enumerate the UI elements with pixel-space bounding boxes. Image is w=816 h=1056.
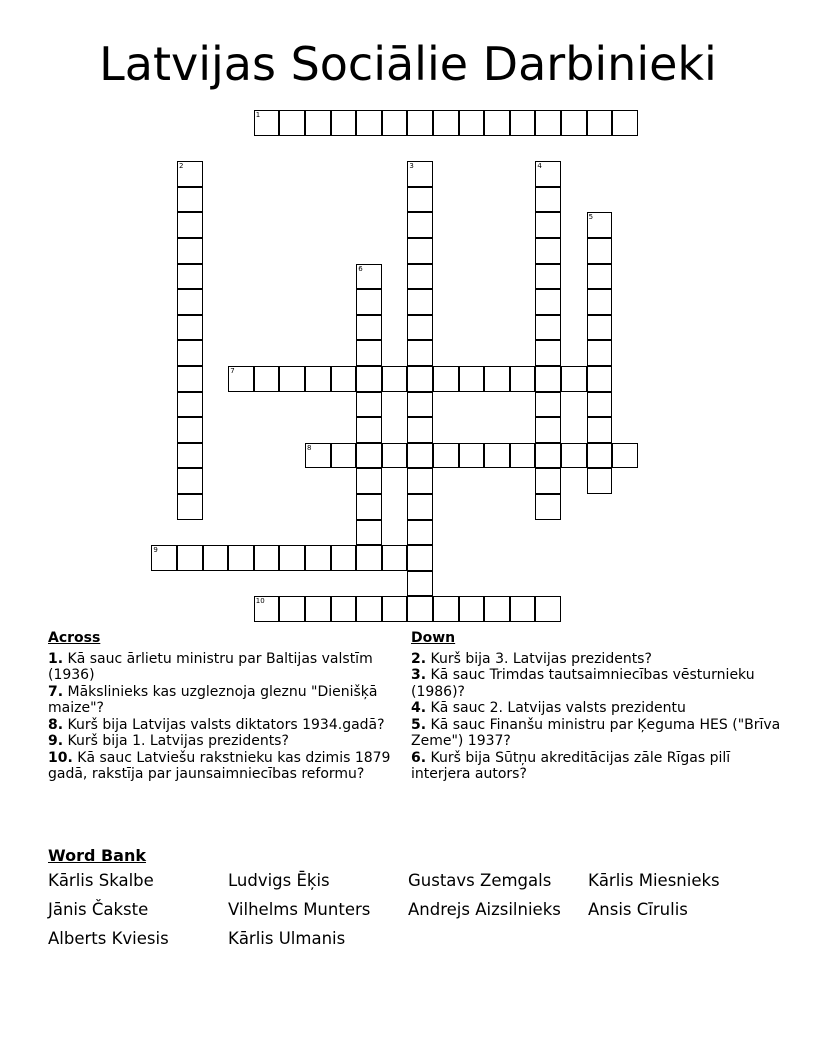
- crossword-cell[interactable]: [177, 417, 203, 443]
- crossword-cell[interactable]: [254, 545, 280, 571]
- crossword-cell[interactable]: [356, 468, 382, 494]
- crossword-cell[interactable]: [587, 468, 613, 494]
- crossword-cell[interactable]: [356, 596, 382, 622]
- clue-number: 5: [588, 213, 594, 222]
- crossword-cell[interactable]: [484, 366, 510, 392]
- crossword-cell[interactable]: [510, 596, 536, 622]
- crossword-cell[interactable]: [151, 545, 177, 571]
- crossword-cell[interactable]: [407, 289, 433, 315]
- crossword-cell[interactable]: [587, 264, 613, 290]
- clue-number: 8: [307, 443, 312, 452]
- crossword-cell[interactable]: [177, 340, 203, 366]
- crossword-cell[interactable]: [331, 545, 357, 571]
- clue-number: 10.: [48, 749, 73, 766]
- crossword-cell[interactable]: [177, 545, 203, 571]
- crossword-cell[interactable]: [356, 340, 382, 366]
- crossword-cell[interactable]: [279, 596, 305, 622]
- crossword-cell[interactable]: [331, 366, 357, 392]
- word-bank-item: Gustavs Zemgals: [408, 871, 552, 890]
- word-bank-item: Kārlis Ulmanis: [228, 929, 346, 948]
- crossword-cell[interactable]: [587, 289, 613, 315]
- word-bank-heading: Word Bank: [48, 846, 147, 865]
- crossword-cell[interactable]: [331, 110, 357, 136]
- across-heading: Across: [48, 630, 101, 646]
- crossword-cell[interactable]: [382, 110, 408, 136]
- crossword-cell[interactable]: [407, 392, 433, 418]
- crossword-cell[interactable]: [535, 264, 561, 290]
- crossword-cell[interactable]: [177, 187, 203, 213]
- clue-number: 4.: [411, 700, 427, 716]
- crossword-cell[interactable]: [535, 596, 561, 622]
- crossword-cell[interactable]: [510, 366, 536, 392]
- crossword-cell[interactable]: [407, 340, 433, 366]
- crossword-cell[interactable]: [177, 264, 203, 290]
- crossword-cell[interactable]: [535, 187, 561, 213]
- down-clue: [411, 700, 791, 717]
- crossword-cell[interactable]: [535, 340, 561, 366]
- crossword-cell[interactable]: [177, 289, 203, 315]
- crossword-cell[interactable]: [535, 238, 561, 264]
- crossword-cell[interactable]: [535, 110, 561, 136]
- down-clue-list: [411, 651, 791, 783]
- crossword-cell[interactable]: [535, 315, 561, 341]
- crossword-cell[interactable]: [382, 545, 408, 571]
- word-bank: [48, 846, 768, 949]
- crossword-cell[interactable]: [305, 366, 331, 392]
- crossword-cell[interactable]: [254, 596, 280, 622]
- crossword-cell[interactable]: [356, 289, 382, 315]
- crossword-cell[interactable]: [484, 443, 510, 469]
- crossword-cell[interactable]: [356, 366, 382, 392]
- crossword-cell[interactable]: [305, 443, 331, 469]
- crossword-cell[interactable]: [407, 161, 433, 187]
- crossword-cell[interactable]: [510, 110, 536, 136]
- across-clue: [48, 717, 398, 734]
- crossword-cell[interactable]: [177, 366, 203, 392]
- crossword-cell[interactable]: [587, 212, 613, 238]
- crossword-cell[interactable]: [587, 340, 613, 366]
- across-clue-list: [48, 651, 398, 783]
- crossword-cell[interactable]: [407, 366, 433, 392]
- crossword-cell[interactable]: [433, 366, 459, 392]
- crossword-cell[interactable]: [459, 596, 485, 622]
- clue-number: 7: [230, 367, 235, 375]
- crossword-cell[interactable]: [382, 596, 408, 622]
- crossword-cell[interactable]: [407, 520, 433, 546]
- word-bank-item: Kārlis Miesnieks: [588, 871, 720, 890]
- clue-text: Kā sauc Trimdas tautsaimniecības vēsturnieku (1986)?: [411, 667, 755, 700]
- crossword-cell[interactable]: [587, 315, 613, 341]
- crossword-cell[interactable]: [535, 417, 561, 443]
- word-bank-item: Vilhelms Munters: [228, 900, 371, 919]
- word-bank-item: Alberts Kviesis: [48, 929, 169, 948]
- crossword-cell[interactable]: [228, 545, 254, 571]
- clue-text: Kurš bija Sūtņu akreditācijas zāle Rīgas pilī interjera autors?: [411, 749, 731, 782]
- crossword-cell[interactable]: [535, 161, 561, 187]
- crossword-cell[interactable]: [484, 596, 510, 622]
- crossword-cell[interactable]: [356, 520, 382, 546]
- crossword-cell[interactable]: [433, 443, 459, 469]
- crossword-cell[interactable]: [587, 392, 613, 418]
- crossword-cell[interactable]: [459, 366, 485, 392]
- crossword-cell[interactable]: [331, 596, 357, 622]
- crossword-cell[interactable]: [356, 110, 382, 136]
- crossword-cell[interactable]: [407, 571, 433, 597]
- crossword-cell[interactable]: [254, 110, 280, 136]
- crossword-cell[interactable]: [407, 187, 433, 213]
- crossword-cell[interactable]: [535, 366, 561, 392]
- crossword-cell[interactable]: [356, 545, 382, 571]
- crossword-cell[interactable]: [407, 315, 433, 341]
- clue-number: 3.: [411, 667, 427, 683]
- down-clue: [411, 667, 791, 700]
- down-heading: Down: [411, 630, 456, 646]
- crossword-cell[interactable]: [587, 443, 613, 469]
- crossword-cell[interactable]: [612, 110, 638, 136]
- down-clue: [411, 750, 791, 783]
- down-clue: [411, 717, 791, 750]
- crossword-cell[interactable]: [305, 545, 331, 571]
- crossword-cell[interactable]: [535, 443, 561, 469]
- crossword-cell[interactable]: [535, 494, 561, 520]
- crossword-cell[interactable]: [254, 366, 280, 392]
- clue-number: 3: [409, 162, 414, 171]
- clue-number: 6.: [411, 749, 427, 766]
- word-bank-item: Andrejs Aizsilnieks: [408, 900, 561, 919]
- clue-text: Kā sauc Latviešu rakstnieku kas dzimis 1879 gadā, rakstīja par jaunsaimniecības reformu?: [48, 749, 391, 782]
- crossword-cell[interactable]: [279, 366, 305, 392]
- crossword-cell[interactable]: [382, 366, 408, 392]
- crossword-cell[interactable]: [612, 443, 638, 469]
- crossword-cell[interactable]: [561, 443, 587, 469]
- crossword-cell[interactable]: [228, 366, 254, 392]
- crossword-cell[interactable]: [356, 494, 382, 520]
- clue-number: 1: [255, 111, 261, 119]
- crossword-cell[interactable]: [407, 494, 433, 520]
- crossword-cell[interactable]: [382, 443, 408, 469]
- crossword-cell[interactable]: [407, 468, 433, 494]
- crossword-cell[interactable]: [177, 212, 203, 238]
- clue-text: Kurš bija Latvijas valsts diktators 1934.gadā?: [67, 716, 385, 733]
- crossword-cell[interactable]: [279, 110, 305, 136]
- word-bank-item: Jānis Čakste: [48, 900, 149, 919]
- word-bank-item: Ansis Cīrulis: [588, 900, 688, 919]
- across-clue: [48, 733, 398, 750]
- crossword-cell[interactable]: [305, 596, 331, 622]
- crossword-cell[interactable]: [587, 366, 613, 392]
- clue-number: 9.: [48, 733, 64, 749]
- clue-text: Kā sauc 2. Latvijas valsts prezidentu: [430, 700, 686, 716]
- crossword-cell[interactable]: [407, 110, 433, 136]
- crossword-cell[interactable]: [177, 161, 203, 187]
- crossword-cell[interactable]: [510, 443, 536, 469]
- crossword-cell[interactable]: [279, 545, 305, 571]
- clue-number: 1.: [48, 650, 64, 667]
- crossword-cell[interactable]: [535, 468, 561, 494]
- crossword-cell[interactable]: [177, 315, 203, 341]
- crossword-cell[interactable]: [535, 212, 561, 238]
- crossword-cell[interactable]: [484, 110, 510, 136]
- crossword-cell[interactable]: [407, 264, 433, 290]
- crossword-cell[interactable]: [407, 545, 433, 571]
- clue-text: Mākslinieks kas uzgleznoja gleznu "Dienišķā maize"?: [48, 683, 378, 716]
- across-clues: [48, 630, 398, 783]
- crossword-cell[interactable]: [356, 417, 382, 443]
- crossword-cell[interactable]: [356, 315, 382, 341]
- crossword-cell[interactable]: [459, 110, 485, 136]
- clue-number: 6: [358, 264, 363, 273]
- crossword-cell[interactable]: [177, 468, 203, 494]
- across-clue: [48, 684, 398, 717]
- clue-number: 4: [537, 162, 542, 171]
- crossword-cell[interactable]: [433, 596, 459, 622]
- clue-number: 7.: [48, 683, 64, 700]
- across-clue: [48, 750, 398, 783]
- crossword-cell[interactable]: [459, 443, 485, 469]
- word-bank-list: [48, 871, 768, 949]
- crossword-cell[interactable]: [587, 110, 613, 136]
- clue-text: Kurš bija 1. Latvijas prezidents?: [67, 733, 289, 749]
- crossword-cell[interactable]: [177, 494, 203, 520]
- crossword-cell[interactable]: [407, 443, 433, 469]
- crossword-cell[interactable]: [177, 238, 203, 264]
- word-bank-item: Ludvigs Ēķis: [228, 871, 330, 890]
- word-bank-item: Kārlis Skalbe: [48, 871, 154, 890]
- crossword-cell[interactable]: [407, 212, 433, 238]
- clue-text: Kā sauc Finanšu ministru par Ķeguma HES ("Brīva Zeme") 1937?: [411, 716, 781, 749]
- across-clue: [48, 651, 398, 684]
- crossword-cell[interactable]: [587, 238, 613, 264]
- clue-number: 10: [255, 597, 265, 606]
- crossword-cell[interactable]: [535, 392, 561, 418]
- crossword-cell[interactable]: [561, 366, 587, 392]
- crossword-cell[interactable]: [305, 110, 331, 136]
- clue-text: Kurš bija 3. Latvijas prezidents?: [430, 650, 652, 667]
- clue-number: 5.: [411, 716, 427, 733]
- crossword-cell[interactable]: [356, 392, 382, 418]
- crossword-cell[interactable]: [356, 443, 382, 469]
- down-clue: [411, 651, 791, 668]
- crossword-cell[interactable]: [433, 110, 459, 136]
- crossword-cell[interactable]: [331, 443, 357, 469]
- clue-number: 2.: [411, 650, 427, 667]
- crossword-cell[interactable]: [177, 443, 203, 469]
- crossword-cell[interactable]: [203, 545, 229, 571]
- clue-text: Kā sauc ārlietu ministru par Baltijas valstīm (1936): [48, 650, 373, 683]
- down-clues: [411, 630, 791, 783]
- crossword-cell[interactable]: [535, 289, 561, 315]
- crossword-cell[interactable]: [407, 238, 433, 264]
- crossword-cell[interactable]: [177, 392, 203, 418]
- crossword-cell[interactable]: [407, 596, 433, 622]
- crossword-cell[interactable]: [587, 417, 613, 443]
- crossword-cell[interactable]: [561, 110, 587, 136]
- crossword-cell[interactable]: [407, 417, 433, 443]
- clue-number: 9: [153, 546, 158, 555]
- crossword-cell[interactable]: [356, 264, 382, 290]
- clue-number: 8.: [48, 716, 64, 733]
- page-title: Latvijas Sociālie Darbinieki: [99, 37, 717, 91]
- clue-number: 2: [179, 162, 184, 171]
